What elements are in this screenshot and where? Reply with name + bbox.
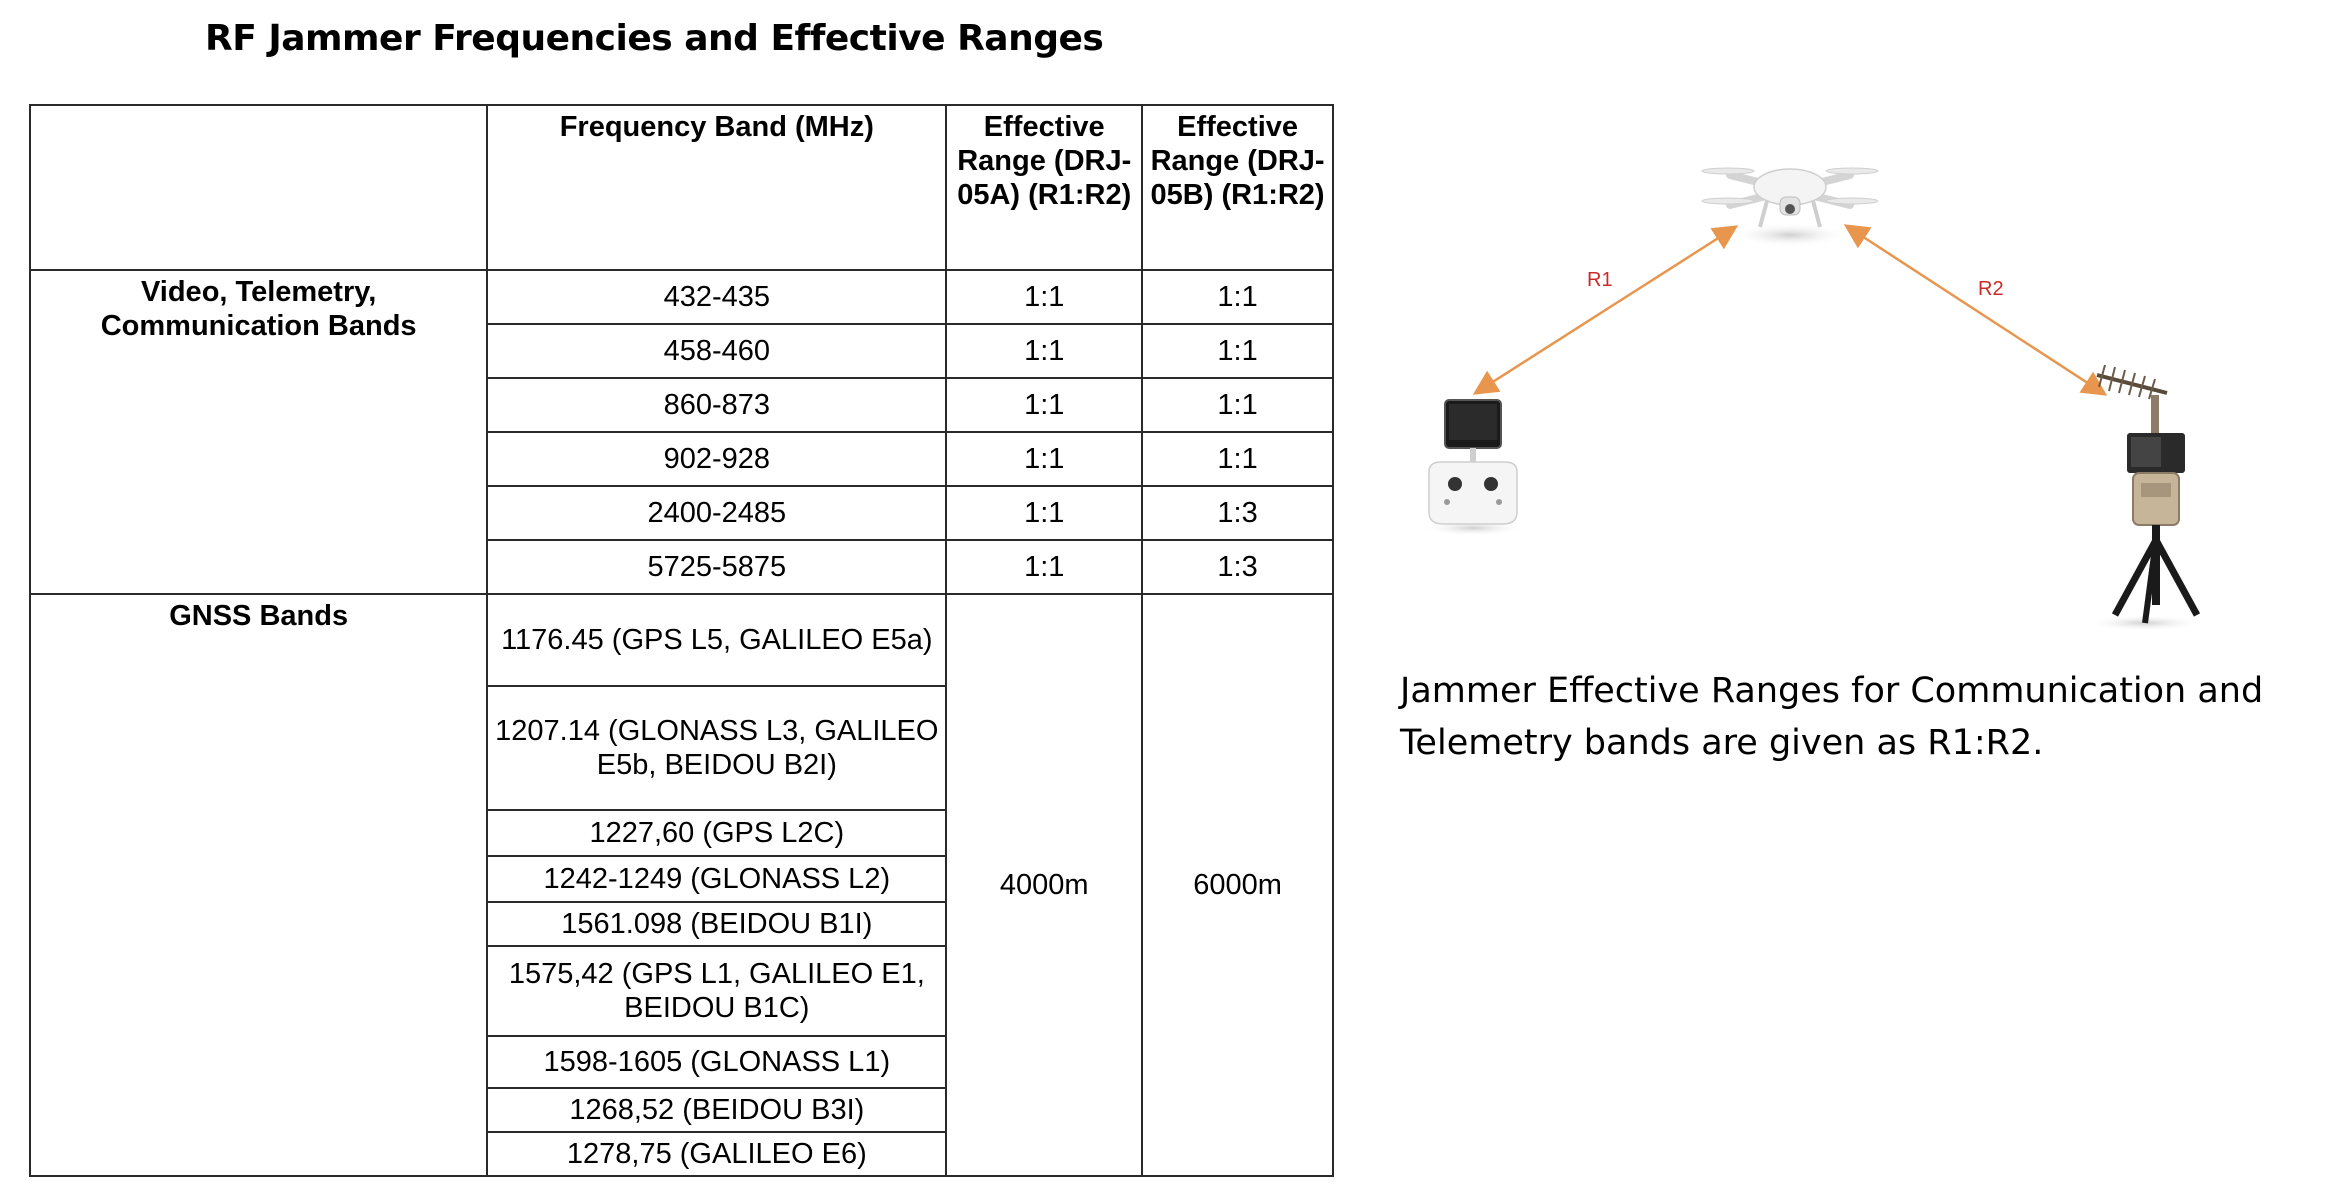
range-a-cell: 1:1 xyxy=(946,486,1142,540)
band-cell: 1207.14 (GLONASS L3, GALILEO E5b, BEIDOU B2I) xyxy=(487,686,946,810)
band-cell: 1561.098 (BEIDOU B1I) xyxy=(487,902,946,946)
band-cell: 902-928 xyxy=(487,432,946,486)
group-label-communication: Video, Telemetry, Communication Bands xyxy=(30,270,487,594)
header-range-drj-05b: Effective Range (DRJ-05B) (R1:R2) xyxy=(1142,105,1333,270)
group-label-gnss: GNSS Bands xyxy=(30,594,487,1176)
band-cell: 2400-2485 xyxy=(487,486,946,540)
page-title: RF Jammer Frequencies and Effective Ranges xyxy=(205,18,1104,59)
remote-controller-icon xyxy=(1421,400,1525,536)
r1-arrow xyxy=(1477,228,1734,392)
range-a-cell: 1:1 xyxy=(946,378,1142,432)
table-row xyxy=(30,270,1333,324)
band-cell: 458-460 xyxy=(487,324,946,378)
range-b-cell: 1:3 xyxy=(1142,486,1333,540)
range-a-cell: 1:1 xyxy=(946,324,1142,378)
range-a-cell: 1:1 xyxy=(946,270,1142,324)
header-empty xyxy=(30,105,487,270)
range-b-cell: 1:1 xyxy=(1142,324,1333,378)
band-cell: 1575,42 (GPS L1, GALILEO E1, BEIDOU B1C) xyxy=(487,946,946,1036)
gnss-range-a-cell: 4000m xyxy=(946,594,1142,1176)
gnss-range-b-cell: 6000m xyxy=(1142,594,1333,1176)
r1-label: R1 xyxy=(1587,269,1613,291)
drone-icon xyxy=(1702,168,1878,247)
range-b-cell: 1:1 xyxy=(1142,270,1333,324)
r2-arrow xyxy=(1848,227,2103,393)
table-header-row xyxy=(30,105,1333,270)
band-cell: 5725-5875 xyxy=(487,540,946,594)
range-b-cell: 1:3 xyxy=(1142,540,1333,594)
table-row xyxy=(30,594,1333,686)
header-range-drj-05a: Effective Range (DRJ-05A) (R1:R2) xyxy=(946,105,1142,270)
jammer-tripod-icon xyxy=(2085,365,2205,631)
band-cell: 1278,75 (GALILEO E6) xyxy=(487,1132,946,1176)
band-cell: 1242-1249 (GLONASS L2) xyxy=(487,856,946,902)
r2-label: R2 xyxy=(1978,278,2004,300)
header-frequency-band: Frequency Band (MHz) xyxy=(487,105,946,270)
jammer-frequency-table xyxy=(29,104,1334,1177)
band-cell: 1268,52 (BEIDOU B3I) xyxy=(487,1088,946,1132)
band-cell: 1227,60 (GPS L2C) xyxy=(487,810,946,856)
range-a-cell: 1:1 xyxy=(946,432,1142,486)
diagram-caption: Jammer Effective Ranges for Communication and Telemetry bands are given as R1:R2. xyxy=(1400,671,2264,763)
range-diagram xyxy=(1400,110,2280,640)
band-cell: 432-435 xyxy=(487,270,946,324)
band-cell: 1176.45 (GPS L5, GALILEO E5a) xyxy=(487,594,946,686)
range-a-cell: 1:1 xyxy=(946,540,1142,594)
range-b-cell: 1:1 xyxy=(1142,432,1333,486)
range-b-cell: 1:1 xyxy=(1142,378,1333,432)
band-cell: 860-873 xyxy=(487,378,946,432)
band-cell: 1598-1605 (GLONASS L1) xyxy=(487,1036,946,1088)
